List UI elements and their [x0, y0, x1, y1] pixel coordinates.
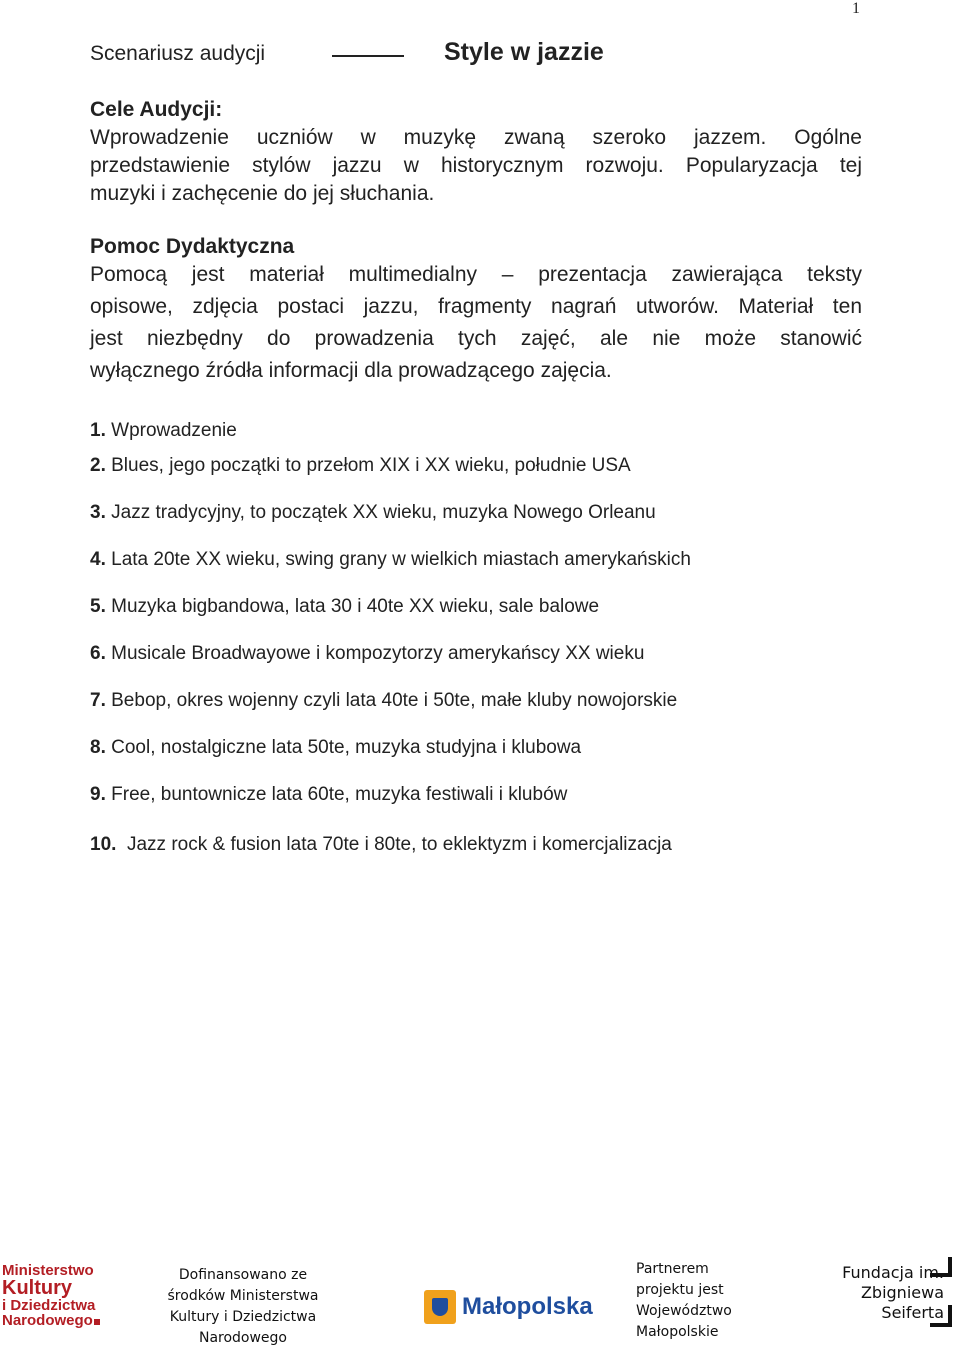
- list-text: Blues, jego początki to przełom XIX i XX wieku, południe USA: [105, 455, 631, 476]
- list-number: 6.: [90, 643, 106, 664]
- list-item: [90, 596, 599, 618]
- pomoc-line: wyłącznego źródła informacji dla prowadzącego zajęcia.: [90, 359, 612, 382]
- mkidn-logo-line: Narodowego: [2, 1312, 93, 1329]
- foundation-bracket-icon: [930, 1305, 952, 1327]
- malopolska-logo-text: Małopolska: [462, 1293, 593, 1320]
- mkidn-logo: [2, 1263, 110, 1328]
- list-number: 5.: [90, 596, 106, 617]
- document-subtitle: Scenariusz audycji: [90, 42, 266, 65]
- list-item: [90, 549, 691, 571]
- pomoc-line: opisowe, zdjęcia postaci jazzu, fragmenty nagrań utworów. Materiał ten: [90, 295, 862, 318]
- mkidn-logo-line: Kultury: [2, 1277, 72, 1299]
- list-text: Jazz rock & fusion lata 70te i 80te, to eklektyzm i komercjalizacja: [116, 834, 672, 855]
- list-text: Lata 20te XX wieku, swing grany w wielkich miastach amerykańskich: [105, 549, 691, 570]
- list-text: Bebop, okres wojenny czyli lata 40te i 50te, małe kluby nowojorskie: [105, 690, 678, 711]
- pomoc-line: jest niezbędny do prowadzenia tych zajęć, ale nie może stanowić: [90, 327, 862, 350]
- document-header: [90, 38, 870, 70]
- list-text: Cool, nostalgiczne lata 50te, muzyka studyjna i klubowa: [105, 737, 582, 758]
- list-number: 2.: [90, 455, 106, 476]
- list-item: [90, 502, 656, 524]
- list-number: 1.: [90, 420, 106, 441]
- mkidn-logo-line: i Dziedzictwa: [2, 1297, 96, 1314]
- list-text: Free, buntownicze lata 60te, muzyka festiwali i klubów: [105, 784, 568, 805]
- foundation-bracket-icon: [930, 1257, 952, 1277]
- malopolska-logo: [424, 1289, 593, 1325]
- list-item: [90, 690, 677, 712]
- list-item: [90, 643, 644, 665]
- cele-line: przedstawienie stylów jazzu w historycznym rozwoju. Popularyzacja tej: [90, 154, 862, 177]
- document-title: Style w jazzie: [444, 38, 604, 66]
- malopolska-emblem-icon: [424, 1290, 456, 1324]
- partner-note: Partnerem projektu jest Województwo Małopolskie: [636, 1261, 732, 1340]
- list-number: 8.: [90, 737, 106, 758]
- list-text: Jazz tradycyjny, to początek XX wieku, muzyka Nowego Orleanu: [105, 502, 656, 523]
- list-text: Musicale Broadwayowe i kompozytorzy amerykańscy XX wieku: [105, 643, 645, 664]
- list-number: 9.: [90, 784, 106, 805]
- header-dash: [332, 55, 404, 57]
- cele-line: muzyki i zachęcenie do jej słuchania.: [90, 182, 435, 205]
- footer: [0, 1255, 960, 1349]
- list-text: Wprowadzenie: [105, 420, 237, 441]
- list-item: [90, 834, 672, 856]
- page-number: 1: [852, 0, 860, 17]
- cofinancing-note: Dofinansowano ze środków Ministerstwa Kultury i Dziedzictwa Narodowego: [167, 1267, 319, 1346]
- foundation-logo: Fundacja im. Zbigniewa Seiferta: [842, 1263, 944, 1322]
- list-number: 7.: [90, 690, 106, 711]
- list-item: [90, 455, 631, 477]
- pomoc-heading: Pomoc Dydaktyczna: [90, 235, 295, 258]
- list-text: Muzyka bigbandowa, lata 30 i 40te XX wieku, sale balowe: [105, 596, 600, 617]
- list-item: [90, 420, 237, 442]
- mkidn-logo-last: [2, 1313, 110, 1328]
- cele-heading: Cele Audycji:: [90, 98, 223, 121]
- list-number: 4.: [90, 549, 106, 570]
- list-item: [90, 784, 567, 806]
- list-number: 3.: [90, 502, 106, 523]
- logo-dot-icon: [94, 1319, 100, 1325]
- list-item: [90, 737, 581, 759]
- mkidn-logo-line: Ministerstwo: [2, 1262, 94, 1279]
- cele-line: Wprowadzenie uczniów w muzykę zwaną szeroko jazzem. Ogólne: [90, 126, 862, 149]
- pomoc-line: Pomocą jest materiał multimedialny – prezentacja zawierająca teksty: [90, 263, 862, 286]
- list-number: 10.: [90, 834, 117, 855]
